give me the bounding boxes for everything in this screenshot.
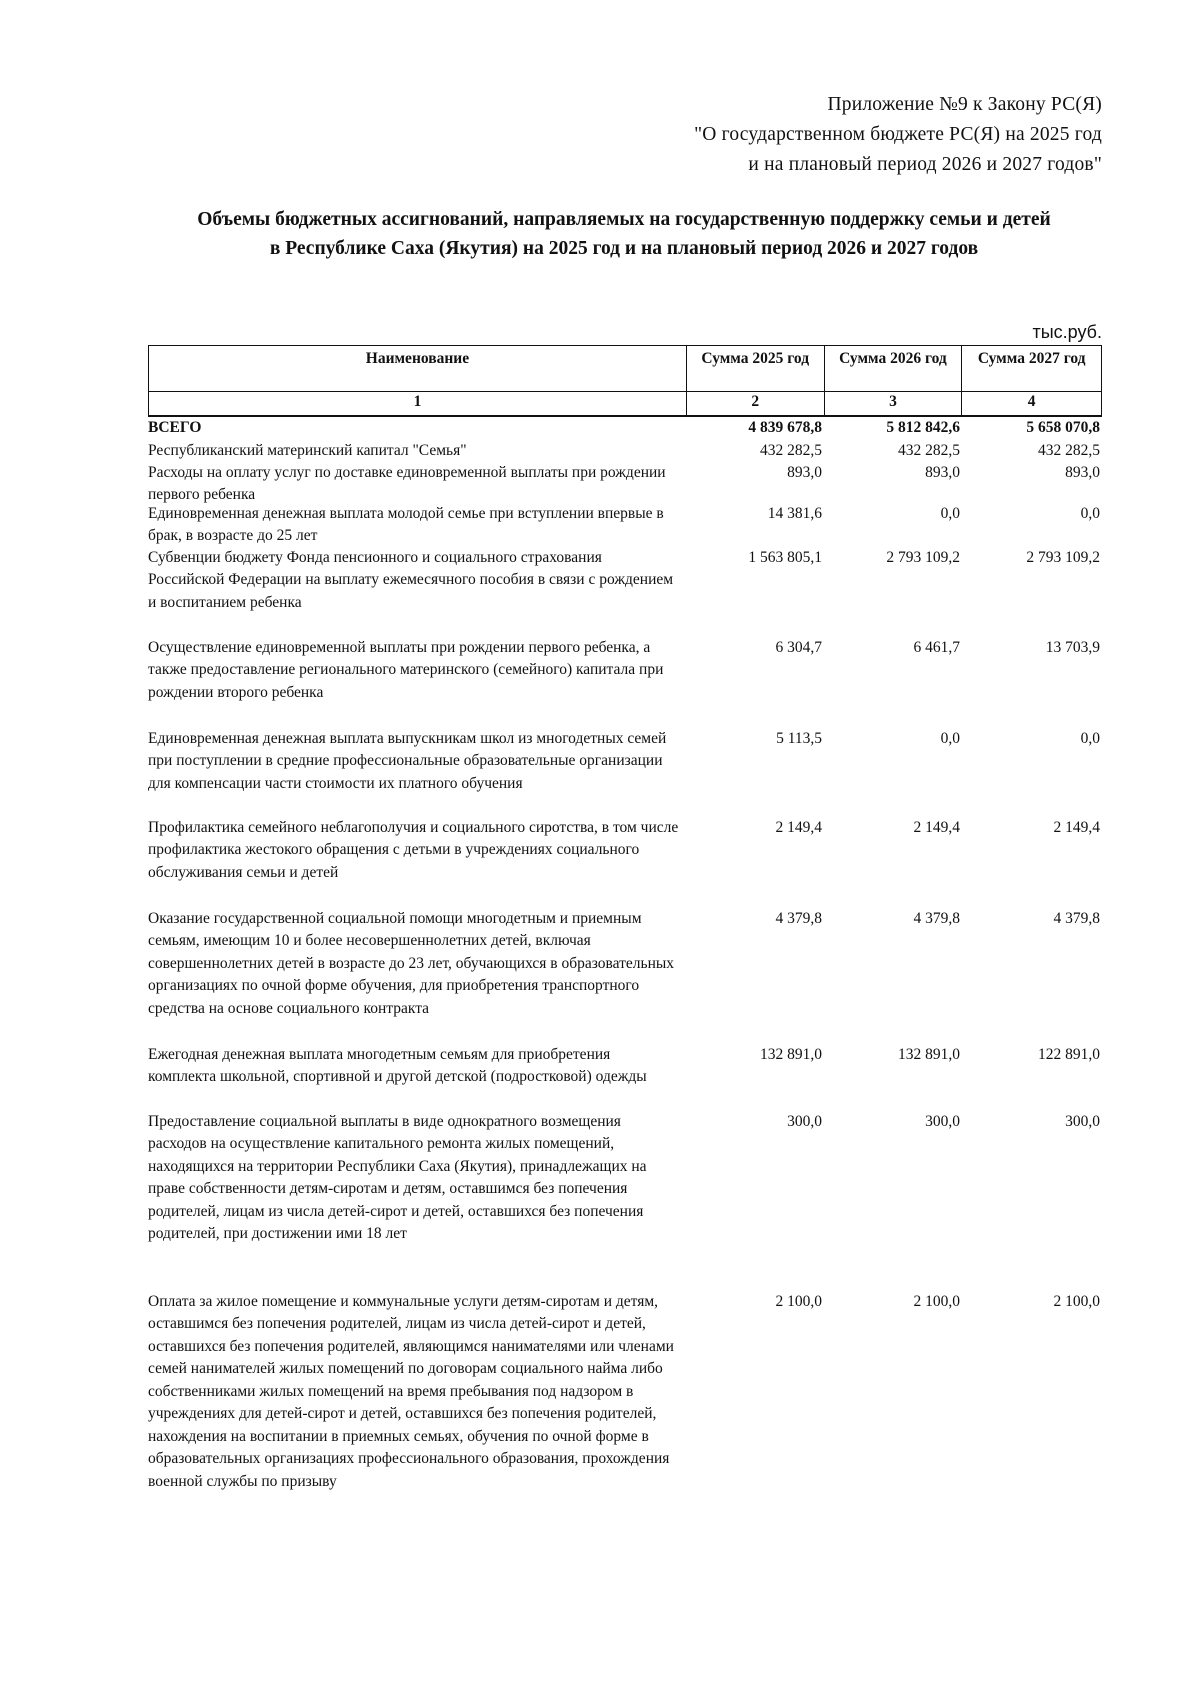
index-3: 3: [824, 392, 962, 415]
index-4: 4: [961, 392, 1101, 415]
header-2027: Сумма 2027 год: [961, 346, 1101, 391]
table-row: [148, 1111, 1102, 1291]
row-value-2026: 6 461,7: [913, 638, 960, 656]
table-row: [148, 1291, 1102, 1494]
row-value-2026: 2 149,4: [913, 818, 960, 836]
table-header-row: [148, 345, 1102, 391]
row-name: Расходы на оплату услуг по доставке единовременной выплаты при рождении первого ребенка: [148, 463, 666, 503]
row-value-2025: 432 282,5: [760, 441, 822, 459]
row-value-2025: 132 891,0: [760, 1045, 822, 1063]
row-name: Субвенции бюджету Фонда пенсионного и социального страхования Российской Федерации на выплату ежемесячного пособия в связи с рождением и воспитанием ребенка: [148, 548, 674, 611]
row-value-2025: 300,0: [787, 1112, 822, 1130]
row-value-2026: 300,0: [925, 1112, 960, 1130]
row-value-2025: 4 379,8: [775, 909, 822, 927]
index-1: 1: [413, 393, 422, 410]
row-name: Осуществление единовременной выплаты при рождении первого ребенка, а также предоставление регионального материнского (семейного) капитала при рождении второго ребенка: [148, 638, 664, 701]
row-name: Предоставление социальной выплаты в виде однократного возмещения расходов на осуществление капитального ремонта жилых помещений, находящихся на территории Республики Саха (Якутия), принадлежащих на праве собственности детям-сиротам и детям, оставшимся без попечения родителей, лицам из числа детей-сирот и детей, оставшихся без попечения родителей, при достижении ими 18 лет: [148, 1112, 647, 1242]
row-value-2027: 5 658 070,8: [1026, 419, 1100, 436]
row-value-2026: 2 793 109,2: [886, 548, 960, 566]
table-row: [148, 547, 1102, 637]
row-name: Оплата за жилое помещение и коммунальные услуги детям-сиротам и детям, оставшимся без попечения родителей, лицам из числа детей-сирот и детей, оставшихся без попечения родителей, являющимся нанимателями или членами семей нанимателей жилых помещений по договорам социального найма либо собственниками жилых помещений на время пребывания под надзором в учреждениях для детей-сирот и детей, оставшихся без попечения родителей, нахождения на воспитании в приемных семьях, обучения по очной форме в образовательных организациях профессионального образования, прохождения военной службы по призыву: [148, 1292, 674, 1490]
row-value-2026: 132 891,0: [898, 1045, 960, 1063]
units-label: тыс.руб.: [1032, 322, 1102, 342]
row-name: Оказание государственной социальной помощи многодетным и приемным семьям, имеющим 10 и более несовершеннолетних детей, включая совершеннолетних детей в возрасте до 23 лет, обучающихся в образовательных организациях по очной форме обучения, для приобретения транспортного средства на основе социального контракта: [148, 909, 675, 1017]
row-value-2027: 4 379,8: [1053, 909, 1100, 927]
row-value-2025: 4 839 678,8: [748, 419, 822, 436]
row-value-2027: 2 793 109,2: [1026, 548, 1100, 566]
appendix-reference: [694, 90, 1102, 180]
appendix-line-2: "О государственном бюджете РС(Я) на 2025 год: [694, 124, 1102, 145]
row-value-2027: 0,0: [1080, 729, 1100, 747]
table-row: [148, 637, 1102, 728]
row-value-2027: 300,0: [1065, 1112, 1100, 1130]
table-row: [148, 503, 1102, 547]
row-value-2027: 2 100,0: [1053, 1292, 1100, 1310]
row-value-2025: 5 113,5: [776, 729, 822, 747]
row-name: Ежегодная денежная выплата многодетным семьям для приобретения комплекта школьной, спортивной и другой детской (подростковой) одежды: [148, 1045, 647, 1085]
appendix-line-1: Приложение №9 к Закону РС(Я): [827, 94, 1102, 115]
row-value-2026: 5 812 842,6: [886, 419, 960, 436]
row-value-2025: 6 304,7: [775, 638, 822, 656]
header-2025: Сумма 2025 год: [686, 346, 824, 391]
row-value-2025: 893,0: [787, 463, 822, 481]
row-name: Единовременная денежная выплата выпускникам школ из многодетных семей при поступлении в средние профессиональные образовательные организации для компенсации части стоимости их платного обучения: [148, 729, 667, 792]
row-value-2027: 0,0: [1080, 504, 1100, 522]
row-value-2027: 2 149,4: [1053, 818, 1100, 836]
row-value-2027: 13 703,9: [1045, 638, 1100, 656]
table-row: [148, 728, 1102, 817]
row-name: Республиканский материнский капитал "Семья": [148, 441, 467, 459]
table-row-total: [148, 417, 1102, 440]
table-index-row: [148, 391, 1102, 417]
row-value-2025: 14 381,6: [767, 504, 822, 522]
budget-table: [148, 345, 1102, 1493]
table-row: [148, 908, 1102, 1044]
row-value-2026: 432 282,5: [898, 441, 960, 459]
header-2026: Сумма 2026 год: [824, 346, 962, 391]
row-value-2025: 2 149,4: [775, 818, 822, 836]
header-name: Наименование: [365, 350, 470, 367]
row-value-2026: 4 379,8: [913, 909, 960, 927]
row-name: ВСЕГО: [148, 419, 202, 436]
row-value-2025: 2 100,0: [775, 1292, 822, 1310]
document-title-line-1: Объемы бюджетных ассигнований, направляемых на государственную поддержку семьи и детей: [197, 209, 1051, 230]
table-row: [148, 462, 1102, 503]
row-value-2026: 2 100,0: [913, 1292, 960, 1310]
row-value-2025: 1 563 805,1: [748, 548, 822, 566]
row-name: Единовременная денежная выплата молодой семье при вступлении впервые в брак, в возрасте до 25 лет: [148, 504, 664, 544]
row-value-2027: 122 891,0: [1038, 1045, 1100, 1063]
table-row: [148, 1044, 1102, 1111]
row-value-2027: 893,0: [1065, 463, 1100, 481]
row-value-2026: 893,0: [925, 463, 960, 481]
document-title: [140, 205, 1108, 263]
row-value-2026: 0,0: [940, 729, 960, 747]
row-value-2027: 432 282,5: [1038, 441, 1100, 459]
appendix-line-3: и на плановый период 2026 и 2027 годов": [748, 154, 1102, 175]
document-title-line-2: в Республике Саха (Якутия) на 2025 год и на плановый период 2026 и 2027 годов: [269, 238, 979, 259]
table-row: [148, 817, 1102, 908]
index-2: 2: [686, 392, 824, 415]
row-name: Профилактика семейного неблагополучия и социального сиротства, в том числе профилактика жестокого обращения с детьми в учреждениях социального обслуживания семьи и детей: [148, 818, 679, 881]
table-row: [148, 440, 1102, 462]
row-value-2026: 0,0: [940, 504, 960, 522]
